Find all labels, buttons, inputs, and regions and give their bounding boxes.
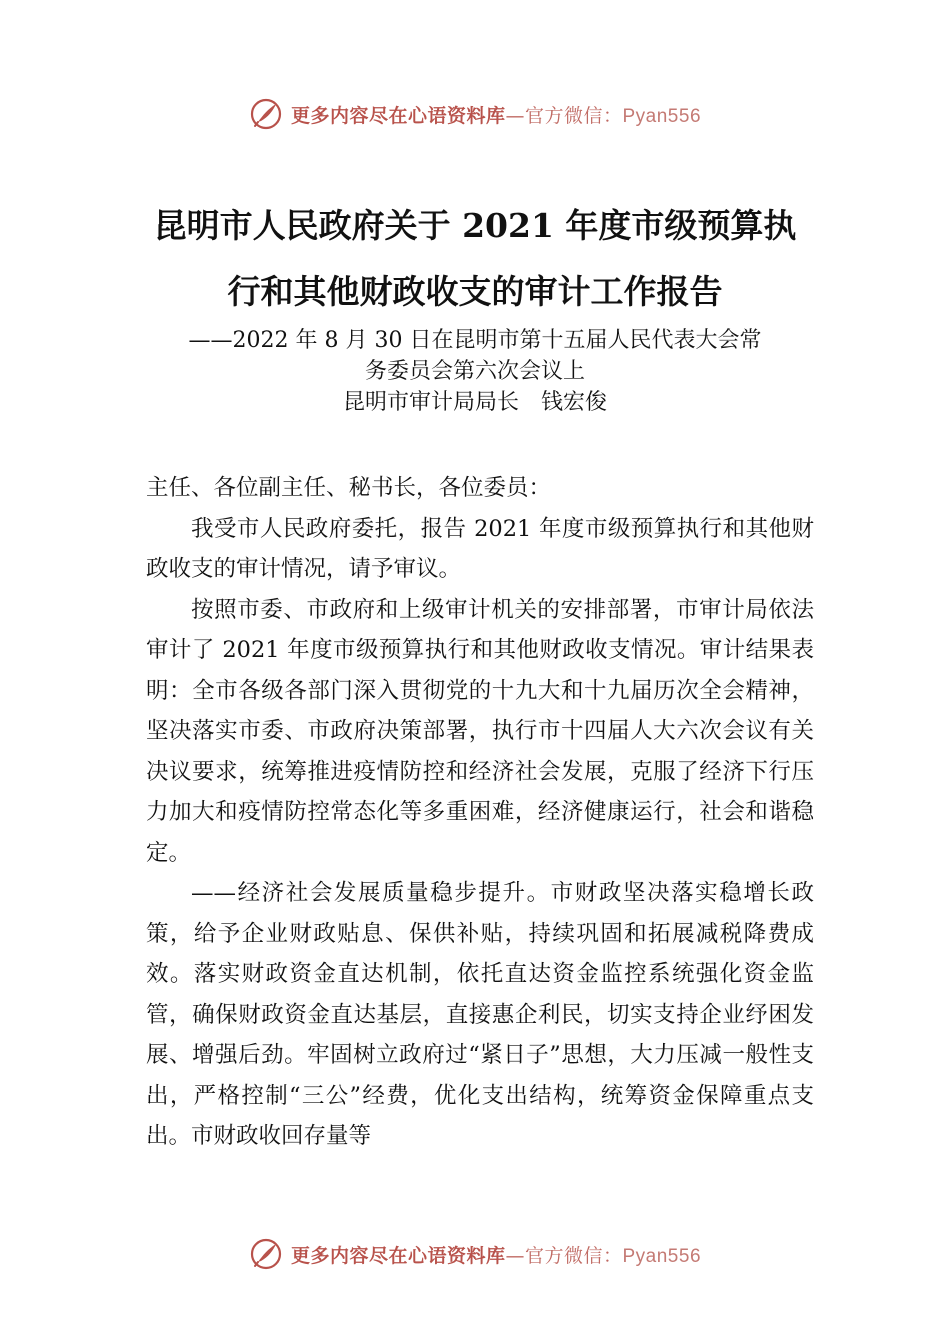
watermark-brand: 更多内容尽在心语资料库 [290,104,506,127]
watermark-label: 官方微信： [524,1244,623,1267]
paragraph: 按照市委、市政府和上级审计机关的安排部署，市审计局依法审计了 2021 年度市级预算执行和其他财政收支情况。审计结果表明：全市各级各部门深入贯彻党的十九大和十九届历次全会精神，坚决落实市委、市政府决策部署，执行市十四届人大六次会议有关决议要求，统筹推进疫情防控和经济社会发展，克服了经济下行压力加大和疫情防控常态化等多重困难，经济健康运行，社会和谐稳定。 [146,596,814,866]
watermark-text [291,1241,701,1268]
document-subtitle-line-1: ——2022 年 8 月 30 日在昆明市第十五届人民代表大会常 [188,328,762,353]
document-title-line-1: 昆明市人民政府关于 2021 年度市级预算执 [153,206,797,245]
feather-logo-icon [249,1237,283,1271]
paragraph: ——经济社会发展质量稳步提升。市财政坚决落实稳增长政策，给予企业财政贴息、保供补贴，持续巩固和拓展减税降费成效。落实财政资金直达机制，依托直达资金监控系统强化资金监管，确保财政资金直达基层，直接惠企利民，切实支持企业纾困发展、增强后劲。牢固树立政府过“紧日子”思想，大力压减一般性支出，严格控制“三公”经费，优化支出结构，统筹资金保障重点支出。市财政收回存量等 [146,880,814,1149]
header-watermark [0,92,950,136]
paragraph: 我受市人民政府委托，报告 2021 年度市级预算执行和其他财政收支的审计情况，请予审议。 [146,515,814,582]
watermark-label: 官方微信： [524,104,623,127]
salutation: 主任、各位副主任、秘书长，各位委员： [146,475,552,501]
feather-logo-icon [249,97,283,131]
document-author: 昆明市审计局局长 钱宏俊 [342,390,607,415]
watermark-text [291,101,701,128]
footer-watermark [0,1232,950,1276]
watermark-id: Pyan556 [622,1245,702,1267]
watermark-separator: — [505,104,525,127]
watermark-id: Pyan556 [622,105,702,127]
document-body [146,468,814,1157]
document-title-line-2: 行和其他财政收支的审计工作报告 [227,272,723,311]
document-subtitle-line-2: 务委员会第六次会议上 [364,359,585,384]
watermark-separator: — [505,1244,525,1267]
watermark-brand: 更多内容尽在心语资料库 [290,1244,506,1267]
